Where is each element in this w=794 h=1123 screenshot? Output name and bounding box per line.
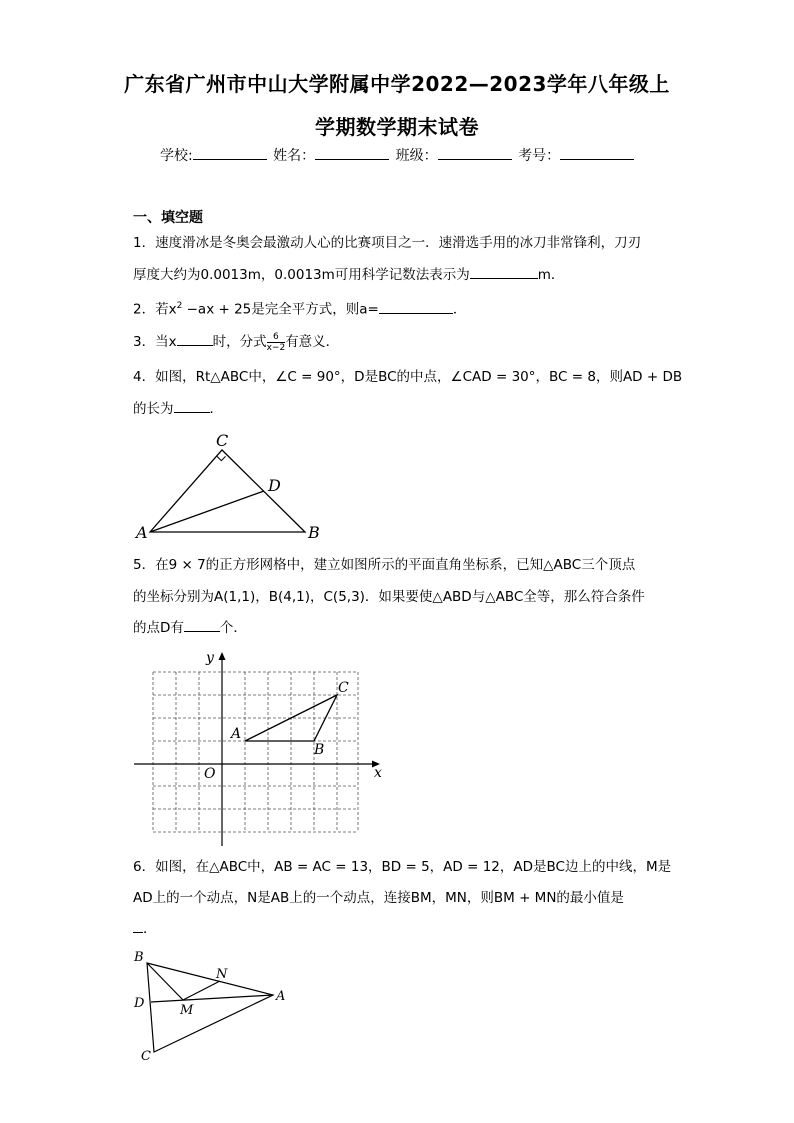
question-5-text: 的点D有 (133, 620, 184, 636)
answer-blank (174, 398, 210, 413)
question-3-post: 有意义． (285, 334, 340, 350)
question-6-line1: 6．如图，在△ABC中，AB = AC = 13，BD = 5，AD = 12，AD是BC边上的中线，M是 (133, 859, 672, 875)
triangle-abc (147, 963, 273, 1052)
answer-blank (379, 299, 453, 314)
label-d: D (268, 476, 281, 495)
question-3-mid: 时，分式 (212, 334, 267, 350)
question-2-end: ． (452, 301, 467, 318)
q4-triangle-figure (130, 428, 330, 543)
question-1-line2 (133, 261, 564, 289)
question-5-end: 个． (219, 620, 247, 636)
question-4-line2 (133, 395, 223, 423)
question-3 (133, 328, 339, 356)
question-4-text: 的长为 (133, 401, 174, 417)
fraction-denominator: x−2 (266, 342, 286, 353)
q5-grid-figure (130, 648, 395, 848)
question-3-pre: 3．当x (133, 334, 177, 350)
triangle-abc (150, 450, 305, 532)
label-c: C (216, 431, 229, 450)
label-n: N (216, 967, 228, 982)
question-5-line2: 的坐标分别为A(1,1)，B(4,1)，C(5,3)．如果要使△ABD与△ABC全等，那么符合条件 (133, 589, 645, 605)
number-blank (560, 147, 634, 160)
question-4-line1: 4．如图，Rt△ABC中，∠C = 90°，D是BC的中点，∠CAD = 30°，BC = 8，则AD + DB (133, 369, 683, 385)
label-origin: O (204, 766, 216, 782)
label-b: B (308, 523, 320, 542)
question-2 (133, 292, 466, 324)
question-6-line2: AD上的一个动点，N是AB上的一个动点，连接BM，MN，则BM + MN的最小值是 (133, 890, 624, 906)
question-1-line1: 1．速度滑冰是冬奥会最激动人心的比赛项目之一．速滑选手用的冰刀非常锋利，刀刃 (133, 235, 642, 251)
fraction (267, 332, 286, 353)
label-a: A (136, 523, 148, 542)
label-b: B (314, 742, 325, 758)
question-2-post: −ax + 25是完全平方式，则a= (182, 301, 379, 318)
question-1-unit: m． (537, 267, 565, 283)
question-6-end: ． (143, 921, 157, 937)
label-d: D (134, 996, 145, 1011)
name-blank (315, 147, 389, 160)
label-c: C (338, 680, 349, 696)
class-blank (438, 147, 512, 160)
answer-blank (470, 264, 538, 279)
school-label: 学校: (160, 148, 193, 164)
label-m: M (180, 1003, 194, 1018)
segment-bm (147, 963, 183, 1000)
dashed-grid (153, 672, 358, 832)
exam-title-line1: 广东省广州市中山大学附属中学2022—2023学年八年级上 (124, 72, 670, 96)
q6-triangle-figure (130, 945, 300, 1070)
question-5-line1: 5．在9 × 7的正方形网格中，建立如图所示的平面直角坐标系，已知△ABC三个顶点 (133, 557, 636, 573)
segment-ad (150, 491, 264, 532)
answer-blank (133, 918, 143, 933)
question-1-text: 厚度大约为0.0013m，0.0013m可用科学记数法表示为 (133, 267, 470, 283)
class-label: 班级： (395, 148, 438, 164)
exponent: 2 (176, 301, 183, 311)
label-y: y (206, 650, 214, 666)
number-label: 考号： (518, 148, 561, 164)
question-5-line3 (133, 614, 247, 642)
label-b: B (134, 950, 144, 965)
name-label: 姓名： (273, 148, 316, 164)
label-c: C (141, 1049, 151, 1064)
question-2-pre: 2．若x (133, 301, 177, 318)
answer-blank (184, 617, 220, 632)
label-a: A (231, 726, 242, 742)
segment-mn (183, 981, 220, 1000)
exam-title-line2: 学期数学期末试卷 (315, 115, 479, 139)
answer-blank (177, 331, 213, 346)
school-blank (193, 147, 267, 160)
label-a: A (276, 989, 286, 1004)
fraction-numerator: 6 (267, 332, 286, 343)
y-axis-arrow (219, 652, 226, 660)
question-6-line3 (133, 915, 157, 943)
label-x: x (374, 765, 382, 781)
section-heading: 一、填空题 (133, 210, 203, 226)
segment-ad (151, 995, 273, 1002)
question-4-end: ． (209, 401, 223, 417)
student-info-row (160, 145, 636, 165)
